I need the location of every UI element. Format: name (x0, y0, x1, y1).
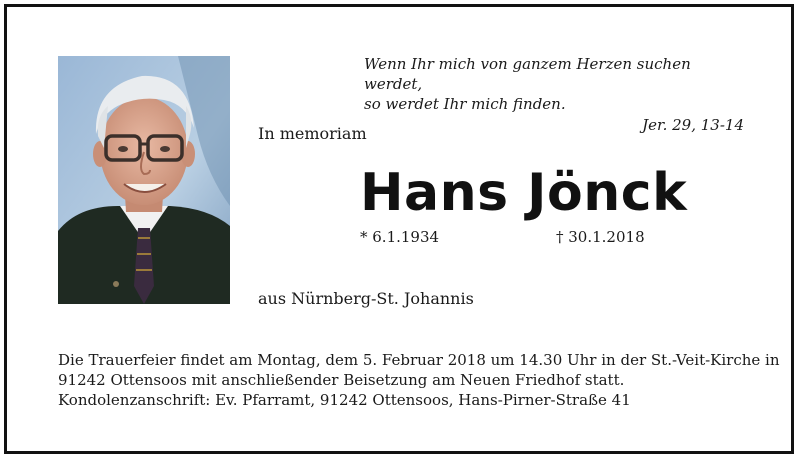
quote-line-1: Wenn Ihr mich von ganzem Herzen suchen werdet, (364, 55, 691, 93)
bible-quote (344, 54, 744, 135)
death-date: † 30.1.2018 (556, 228, 645, 246)
birth-date: * 6.1.1934 (360, 228, 440, 246)
quote-line-2: so werdet Ihr mich finden. (364, 95, 566, 113)
portrait-photo (58, 56, 230, 304)
in-memoriam-label: In memoriam (258, 124, 367, 143)
notice-line-3: Kondolenzanschrift: Ev. Pfarramt, 91242 Ottensoos, Hans-Pirner-Straße 41 (58, 391, 631, 409)
origin-text: aus Nürnberg-St. Johannis (258, 289, 474, 308)
deceased-name: Hans Jönck (360, 163, 688, 223)
funeral-notice (58, 350, 780, 410)
notice-line-1: Die Trauerfeier findet am Montag, dem 5. Februar 2018 um 14.30 Uhr in der St.-Veit-Kirche in (58, 351, 780, 369)
quote-reference: Jer. 29, 13-14 (642, 116, 744, 134)
notice-line-2: 91242 Ottensoos mit anschließender Beisetzung am Neuen Friedhof statt. (58, 371, 625, 389)
